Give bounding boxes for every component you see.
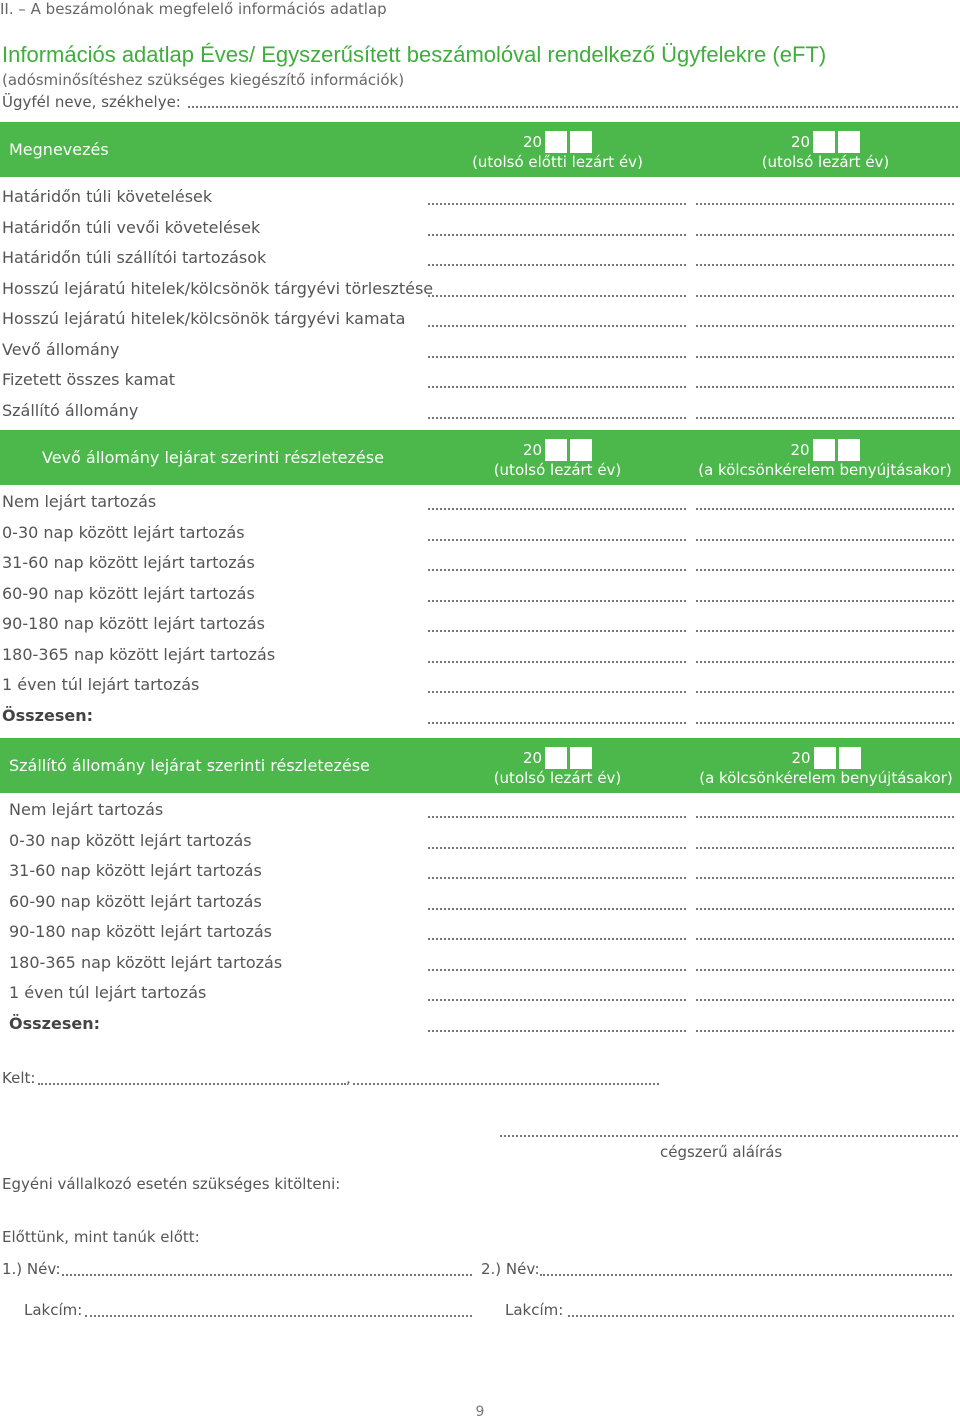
row-value-field-col1[interactable] [428,508,686,510]
section3-header-label: Szállító állomány lejárat szerinti részletezése [9,756,370,775]
row-value-field-col2[interactable] [696,630,954,632]
row-label: Szállító állomány [2,400,139,420]
section1-col2-header: 20 (utolsó lezárt év) [728,131,923,171]
year-digit-box[interactable] [570,439,592,461]
row-value-field-col1[interactable] [428,325,686,327]
row-value-field-col1[interactable] [428,722,686,724]
row-value-field-col2[interactable] [696,203,954,205]
signature-label: cégszerű aláírás [660,1143,783,1161]
row-label: Nem lejárt tartozás [2,492,157,511]
page-subtitle: (adósminősítéshez szükséges kiegészítő információk) [2,71,405,89]
year-field[interactable]: 20 [460,439,655,461]
row-label: 1 éven túl lejárt tartozás [9,983,207,1002]
row-value-field-col2[interactable] [696,847,954,849]
witness2-name-label: 2.) Név: [481,1260,540,1278]
row-value-field-col2[interactable] [696,569,954,571]
row-value-field-col1[interactable] [428,630,686,632]
section3-col2-header: 20 (a kölcsönkérelem benyújtásakor) [692,747,960,787]
kelt-place-field[interactable] [38,1083,346,1085]
row-value-field-col2[interactable] [696,264,954,266]
row-value-field-col2[interactable] [696,999,954,1001]
kelt-separator: , [346,1069,351,1087]
row-value-field-col1[interactable] [428,600,686,602]
year-digit-box[interactable] [839,747,861,769]
row-value-field-col1[interactable] [428,539,686,541]
section1-header-label: Megnevezés [9,140,109,159]
row-value-field-col1[interactable] [428,691,686,693]
row-value-field-col1[interactable] [428,847,686,849]
row-value-field-col1[interactable] [428,356,686,358]
row-value-field-col2[interactable] [696,877,954,879]
year-digit-box[interactable] [570,131,592,153]
kelt-date-field[interactable] [353,1083,659,1085]
row-value-field-col2[interactable] [696,356,954,358]
row-label: Vevő állomány [2,339,120,359]
row-value-field-col2[interactable] [696,938,954,940]
section2-header-label: Vevő állomány lejárat szerinti részletezése [42,448,384,467]
row-value-field-col2[interactable] [696,1030,954,1032]
year-digit-box[interactable] [570,747,592,769]
witness1-address-field[interactable] [85,1315,472,1317]
row-value-field-col1[interactable] [428,234,686,236]
row-value-field-col2[interactable] [696,661,954,663]
row-value-field-col2[interactable] [696,600,954,602]
row-value-field-col2[interactable] [696,417,954,419]
row-value-field-col1[interactable] [428,417,686,419]
year-digit-box[interactable] [813,131,835,153]
row-value-field-col2[interactable] [696,295,954,297]
row-label: Nem lejárt tartozás [9,800,164,819]
row-label: 31-60 nap között lejárt tartozás [2,553,255,572]
row-label: 90-180 nap között lejárt tartozás [9,922,272,941]
row-value-field-col1[interactable] [428,938,686,940]
total-label: Összesen: [9,1013,100,1033]
row-value-field-col2[interactable] [696,816,954,818]
row-value-field-col2[interactable] [696,386,954,388]
row-value-field-col1[interactable] [428,908,686,910]
witness2-name-field[interactable] [540,1274,952,1276]
row-value-field-col1[interactable] [428,295,686,297]
page-title: Információs adatlap Éves/ Egyszerűsített beszámolóval rendelkező Ügyfelekre (eFT) [2,42,827,67]
section3-col1-header: 20 (utolsó lezárt év) [460,747,655,787]
witness2-address-label: Lakcím: [505,1301,564,1319]
client-field[interactable] [188,106,958,108]
year-digit-box[interactable] [545,747,567,769]
row-value-field-col1[interactable] [428,661,686,663]
row-value-field-col2[interactable] [696,722,954,724]
section1-col1-header: 20 (utolsó előtti lezárt év) [460,131,655,171]
row-value-field-col1[interactable] [428,816,686,818]
row-label: Határidőn túli vevői követelések [2,217,261,237]
row-label: Hosszú lejáratú hitelek/kölcsönök tárgyévi törlesztése [2,278,434,298]
signature-field[interactable] [500,1135,958,1137]
year-field[interactable]: 20 [728,131,923,153]
page-section-heading: II. – A beszámolónak megfelelő információs adatlap [0,0,387,18]
row-value-field-col2[interactable] [696,325,954,327]
section2-col2-header: 20 (a kölcsönkérelem benyújtásakor) [690,439,960,479]
year-digit-box[interactable] [545,439,567,461]
row-value-field-col2[interactable] [696,908,954,910]
year-digit-box[interactable] [838,131,860,153]
witnesses-label: Előttünk, mint tanúk előtt: [2,1228,200,1246]
row-value-field-col1[interactable] [428,386,686,388]
year-digit-box[interactable] [814,747,836,769]
kelt-label: Kelt: [2,1069,36,1087]
row-value-field-col1[interactable] [428,969,686,971]
row-label: 1 éven túl lejárt tartozás [2,675,200,694]
year-field[interactable]: 20 [460,747,655,769]
row-value-field-col1[interactable] [428,203,686,205]
row-label: 31-60 nap között lejárt tartozás [9,861,262,880]
row-label: 0-30 nap között lejárt tartozás [9,830,252,850]
row-label: Hosszú lejáratú hitelek/kölcsönök tárgyévi kamata [2,309,406,328]
row-value-field-col2[interactable] [696,691,954,693]
row-label: Határidőn túli követelések [2,187,213,206]
witness1-address-label: Lakcím: [24,1301,83,1319]
row-value-field-col2[interactable] [696,234,954,236]
page-number: 9 [475,1404,485,1420]
row-label: 60-90 nap között lejárt tartozás [9,891,262,911]
year-digit-box[interactable] [838,439,860,461]
row-value-field-col2[interactable] [696,539,954,541]
row-value-field-col2[interactable] [696,969,954,971]
witness2-address-field[interactable] [568,1315,954,1317]
row-value-field-col1[interactable] [428,877,686,879]
witness1-name-label: 1.) Név: [2,1260,61,1278]
section2-col1-header: 20 (utolsó lezárt év) [460,439,655,479]
row-label: 60-90 nap között lejárt tartozás [2,583,255,603]
witness1-name-field[interactable] [62,1274,472,1276]
total-label: Összesen: [2,705,93,725]
row-value-field-col1[interactable] [428,569,686,571]
row-value-field-col1[interactable] [428,1030,686,1032]
row-label: Határidőn túli szállítói tartozások [2,248,267,267]
year-field[interactable]: 20 [692,747,960,769]
row-label: 180-365 nap között lejárt tartozás [9,952,283,972]
row-label: 90-180 nap között lejárt tartozás [2,614,265,633]
row-value-field-col2[interactable] [696,508,954,510]
row-label: Fizetett összes kamat [2,370,176,389]
row-label: 180-365 nap között lejárt tartozás [2,644,276,664]
section3-header-bar [0,738,960,793]
sole-trader-note: Egyéni vállalkozó esetén szükséges kitölteni: [2,1175,341,1193]
year-field[interactable]: 20 [460,131,655,153]
year-digit-box[interactable] [813,439,835,461]
section2-header-bar [0,430,960,485]
section1-header-bar [0,122,960,177]
row-label: 0-30 nap között lejárt tartozás [2,522,245,542]
row-value-field-col1[interactable] [428,999,686,1001]
year-field[interactable]: 20 [690,439,960,461]
row-value-field-col1[interactable] [428,264,686,266]
year-digit-box[interactable] [545,131,567,153]
client-label: Ügyfél neve, székhelye: [2,93,181,111]
